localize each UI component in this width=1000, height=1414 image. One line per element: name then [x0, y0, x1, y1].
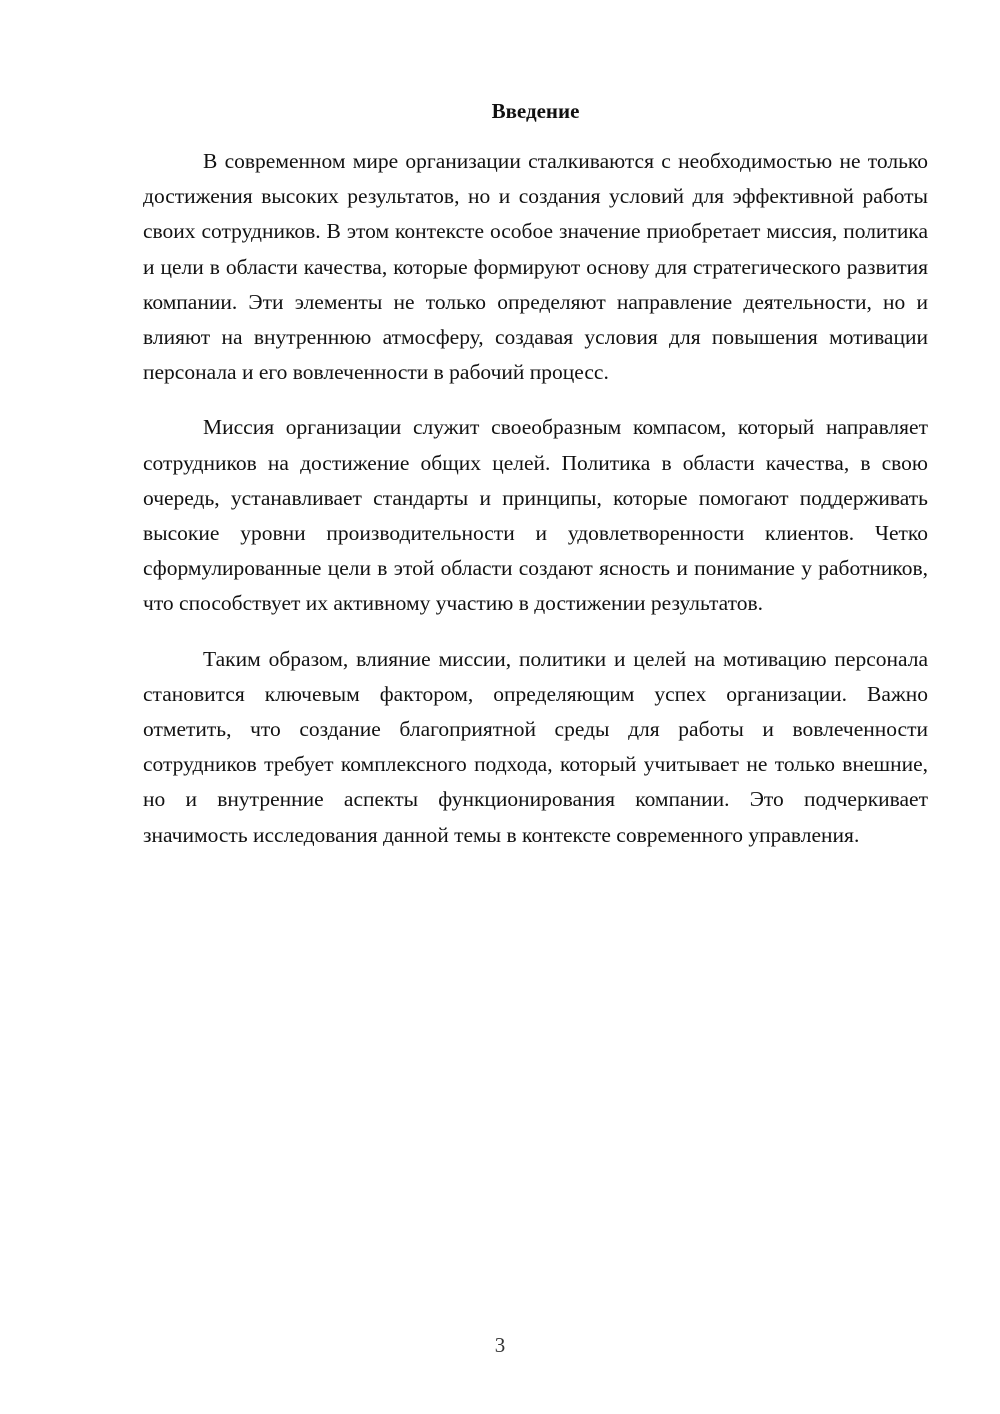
paragraph-3: Таким образом, влияние миссии, политики и целей на мотивацию персонала становится ключевым фактором, определяющим успех организации. Важно отметить, что создание благоприятной среды для работы и вовлеченности сотрудников требует комплексного подхода, который учитывает не только внешние, но и внутренние аспекты функционирования компании. Это подчеркивает значимость исследования данной темы в контексте современного управления. — [143, 646, 928, 847]
paragraph-1: В современном мире организации сталкиваются с необходимостью не только достижения высоких результатов, но и создания условий для эффективной работы своих сотрудников. В этом контексте особое значение приобретает миссия, политика и цели в области качества, которые формируют основу для стратегического развития компании. Эти элементы не только определяют направление деятельности, но и влияют на внутреннюю атмосферу, создавая условия для повышения мотивации персонала и его вовлеченности в рабочий процесс. — [143, 149, 928, 385]
paragraph-2: Миссия организации служит своеобразным компасом, который направляет сотрудников на достижение общих целей. Политика в области качества, в свою очередь, устанавливает стандарты и принципы, которые помогают поддерживать высокие уровни производительности и удовлетворенности клиентов. Четко сформулированные цели в этой области создают ясность и понимание у работников, что способствует их активному участию в достижении результатов. — [143, 415, 928, 616]
page-content — [143, 96, 928, 873]
section-heading: Введение — [491, 99, 580, 123]
page-number: 3 — [494, 1333, 506, 1357]
